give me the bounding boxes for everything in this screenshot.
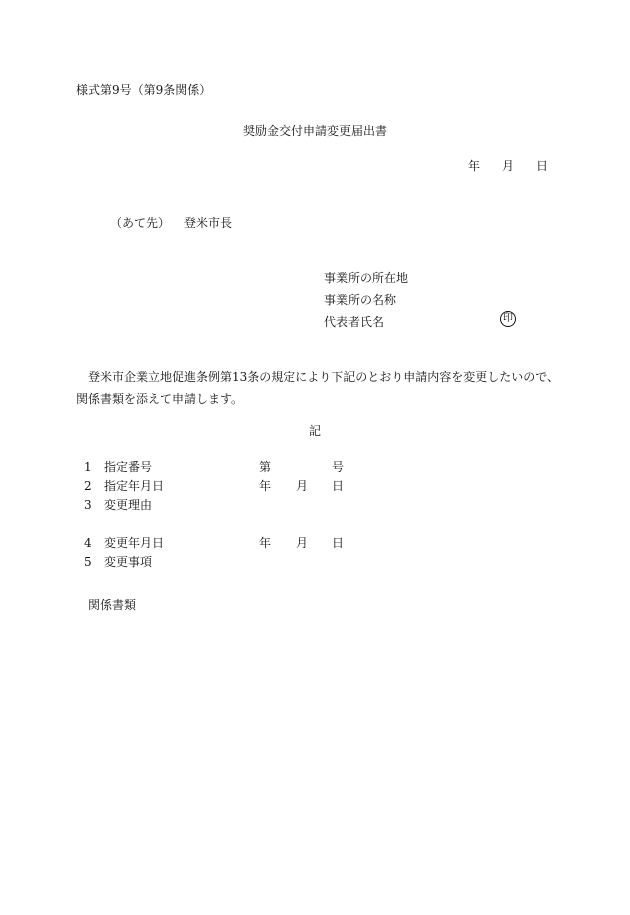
- body-paragraph: 登米市企業立地促進条例第13条の規定により下記のとおり申請内容を変更したいので、関係書類を添えて申請します。: [76, 370, 560, 406]
- item-number: 5: [84, 555, 92, 569]
- location-label: 事業所の所在地: [324, 271, 409, 285]
- representative-label: 代表者氏名: [324, 315, 385, 329]
- addressee-label: （あて先）: [110, 216, 171, 230]
- date-month-label: 月: [502, 159, 515, 173]
- date-year-label: 年: [468, 159, 481, 173]
- item-col-1: 年: [259, 479, 272, 493]
- item-col-2: 月: [296, 479, 309, 493]
- date-day-label: 日: [536, 159, 549, 173]
- item-label: 指定年月日: [104, 479, 165, 493]
- item-label: 変更理由: [104, 498, 153, 512]
- item-number: 1: [84, 460, 92, 474]
- ki-heading: 記: [308, 424, 321, 438]
- item-label: 変更年月日: [104, 536, 165, 550]
- item-number: 3: [84, 498, 92, 512]
- item-col-2: 月: [296, 536, 309, 550]
- document-title: 奨励金交付申請変更届出書: [242, 124, 387, 138]
- item-number: 2: [84, 479, 92, 493]
- addressee: [110, 217, 232, 229]
- seal-mark: 印: [500, 311, 516, 327]
- form-number: 様式第9号（第9条関係）: [76, 83, 212, 97]
- item-label: 指定番号: [104, 460, 153, 474]
- item-col-1: 第: [259, 460, 272, 474]
- addressee-name: 登米市長: [184, 216, 233, 230]
- item-col-1: 年: [259, 536, 272, 550]
- item-col-3: 日: [332, 536, 345, 550]
- item-number: 4: [84, 536, 92, 550]
- date-line: [468, 160, 548, 172]
- business-name-label: 事業所の名称: [324, 293, 397, 307]
- item-col-3: 号: [332, 460, 345, 474]
- attachments-label: 関係書類: [88, 598, 137, 612]
- applicant-block: [324, 272, 408, 338]
- item-col-3: 日: [332, 479, 345, 493]
- item-label: 変更事項: [104, 555, 153, 569]
